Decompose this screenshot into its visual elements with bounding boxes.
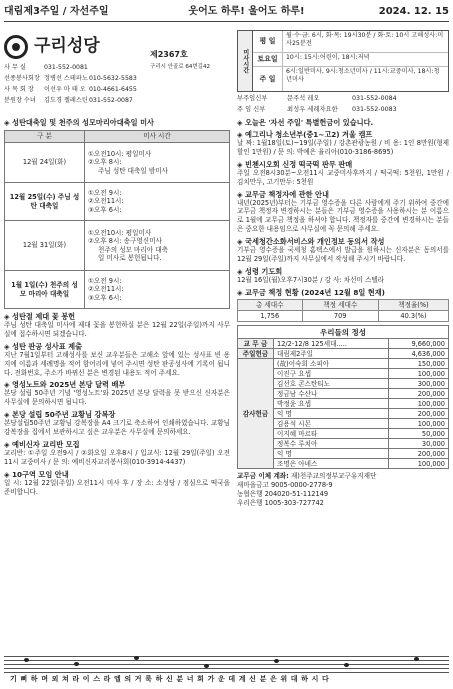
staff-row: 사 목 회 장 이선우 마 태 오 010-4661-6455	[4, 86, 137, 93]
offering-row: 김선호 콘스탄티노 300,000	[238, 379, 449, 389]
schedule-row: 1월 1일(수) 천주의 성모 마리아 대축일 ①오전 9시: ②오전11시: ③오후 6시:	[5, 271, 230, 309]
offering-row: 박정윤 요셉 100,000	[238, 399, 449, 409]
offering-row: 정복수 루치아 30,000	[238, 439, 449, 449]
music-note	[414, 657, 419, 661]
offering-row: 조명은 아녜스 100,000	[238, 459, 449, 469]
contact-row: 주 임 신부 최성우 세례자요한 031-552-0083	[237, 106, 397, 113]
christmas-mass-schedule	[4, 130, 230, 309]
staff-lines	[4, 656, 449, 672]
account-line: 농협은행 204020-51-112149	[237, 490, 329, 499]
hymn-lyric: 기 뻐 하 며 외 쳐 라 이 스 라 엘 의 거 룩 하 신 분 너 희 가 운 데 계 신 분 은 위 대 하 시 다	[10, 675, 330, 683]
staff-row: 분원장 수녀 김도경 젤레스틴 031-552-0087	[4, 97, 133, 104]
notice-calendar: ◈ 영성노트와 2025년 본당 달력 배부 본당 설립 50주년 기념 '영성노트'와 2025년 본당 달력을 못 받으신 신자분은 사무실에 문의하시면 됩니다.	[4, 380, 230, 407]
parish-name: 구리성당	[34, 36, 100, 57]
offering-row: 이지혜 마르타 50,000	[238, 429, 449, 439]
staff-row: 선종봉사회장 정병선 스테파노 010-5632-5583	[4, 75, 137, 82]
mass-row-sunday: 주 일 6시:일반미사, 9시:청소년미사 / 11시:교중미사, 18시:청년미사	[253, 67, 448, 91]
music-staff	[4, 652, 449, 686]
schedule-row: 12월 31일(화) ①오전10시: 평일미사 ②오후 8시: 송구영신미사 천주의 성모 마리아 대축 일 미사로 봉헌됩니다.	[5, 221, 230, 271]
offering-summary-row: 주일헌금 대림제2주일 4,636,000	[238, 349, 449, 359]
notice-youth-camp: ◈ 예그리나 청소년부(중1~고2) 겨울 캠프 날 짜: 1월18일(토)~19일(주일) / 강촌관광농원 / 비 용: 1인 8만원(형제할인 1만원) / 문 의: 박예은 율리아(010-3186-8695)	[237, 130, 449, 156]
offerings-title: 우리들의 정성	[238, 326, 449, 339]
offering-row: 익 명 200,000	[238, 409, 449, 419]
notice-district-meeting: ◈ 10구역 모임 안내 일 시: 12월 22일(주일) 오전11시 미사 후 / 장 소: 소성당 / 점심으로 떡국을 준비합니다.	[4, 469, 230, 496]
tithe-status-table: 총 세대수 책정 세대수 책정율(%) 1,756 709 40.3(%)	[237, 299, 449, 322]
parish-emblem-icon	[4, 35, 28, 59]
account-line: 새마을금고 9005-0000-2778-9	[237, 481, 333, 490]
issue-date: 2024. 12. 15	[378, 6, 449, 18]
account-title: 교무금 이체 계좌:	[237, 472, 289, 481]
account-info	[237, 472, 449, 508]
music-note	[274, 659, 279, 663]
notice-papal-blessing: ◈ 본당 설립 50주년 교황님 강복장 본당설립50주년 교황님 강복장을 A4 크기로 축소하여 인쇄하였습니다. 교황님 강복장을 집에서 보관하시고 싶은 교우분은 사무실에 문의하세요.	[4, 410, 230, 437]
offering-summary-row: 교 무 금 12/2-12/8 125세대..... 9,660,000	[238, 339, 449, 349]
liturgical-day: 대림제3주일 / 자선주일	[4, 6, 109, 18]
music-note	[74, 662, 79, 666]
staff-row: 사 무 실 031-552-0081	[4, 64, 88, 71]
notice-charity-sunday: ◈ 오늘은 '자선 주일' 특별헌금이 있습니다.	[237, 118, 374, 127]
motto: 웃어도 하루! 울어도 하루!	[188, 6, 305, 18]
offering-row: 김용석 시몬 100,000	[238, 419, 449, 429]
notice-tithe-registrant: ◈ 교무금 책정자에 관한 안내 내년(2025년)부터는 기부금 영수증을 다른 사람에게 주기 위하여 중간에 교무금 책정자 변경하시는 분들은 기부금 영수증을 사용하시는 분 이름으로 1월에 교무금 책정을 하셔야 합니다. 책정자를 중간에 변경하시는 분들은 중요한 내용임으로 사무실에 꼭 문의해 주세요.	[237, 189, 449, 234]
schedule-title: ◈ 성탄대축일 및 천주의 성모마리아대축일 미사	[4, 118, 154, 127]
bulletin-header	[4, 4, 449, 22]
offering-row: 감사헌금 (故)이숙희 소피아 150,000	[238, 359, 449, 369]
priest-contacts	[237, 95, 449, 117]
mass-times-box	[237, 30, 449, 92]
offering-row: 정금남 수산나 200,000	[238, 389, 449, 399]
music-note	[344, 663, 349, 667]
notice-rice-cake-sale: ◈ 빈첸시오회 신정 떡국떡 판무 판매 주일 오전8시30분~오전11시 교중미사후까지 / 떡국떡: 5천원, 1만원 / 김치만두, 고기만두: 5천원	[237, 159, 449, 186]
schedule-head-time: 미사 시간	[85, 131, 230, 143]
parish-logo	[4, 30, 159, 64]
left-column	[4, 115, 230, 497]
notice-prayer-meeting: ◈ 성령 기도회 12월 16일(월)오후7시30분 / 강 사: 차선미 스텔라	[237, 266, 385, 284]
mass-row-saturday: 토요일 10시: 15시:어린이, 18시:저녁	[253, 53, 448, 67]
music-note	[134, 656, 139, 660]
schedule-head-day: 구 분	[5, 131, 85, 143]
offerings-table	[237, 325, 449, 469]
account-line: 우리은행 1005-303-727742	[237, 498, 324, 507]
right-column	[237, 115, 449, 508]
mass-times-label: 미사시간	[238, 31, 253, 91]
schedule-row: 12월 25일(수) 주님 성탄 대축일 ①오전 9시: ②오전11시: ③오후 6시:	[5, 183, 230, 221]
music-note	[24, 658, 29, 662]
account-owner: 재)천주교의정부교구유지재단	[290, 472, 377, 481]
notice-altar-flowers: ◈ 성탄절 제대 꽃 봉헌 주님 성탄 대축일 미사에 제대 꽃을 봉헌하실 분은 12월 22일(주일)까지 사무실에 접수하시면 되겠습니다.	[4, 312, 230, 338]
contact-row: 부주임신부 문주석 레오 031-552-0084	[237, 95, 397, 102]
parish-address: 구리시 안골로 64번길42	[150, 64, 210, 70]
notice-catechumen: ◈ 예비신자 교리반 모집 교리반: ①주일 오전9시 / ②화요일 오후8시 / 입교식: 12월 29일(주일) 오전11시 교중미사 / 문 의: 예비신자교리봉사회(010-3914-4437)	[4, 440, 230, 466]
mass-row-weekday: 평 일 월·수·금: 6시, 화·목: 19시30분 / 화·토: 10시 고해성사:미사25분전	[253, 31, 448, 53]
offering-row: 익 명 200,000	[238, 449, 449, 459]
notice-confession-card: ◈ 성탄 판공 성사표 제출 지난 7월1일부터 고해성사를 보신 교우분들은 고해소 앞에 있는 성사표 빈 용지에 이름과 세례명을 적어 함어리에 넣어 주시면 성탄 판공성사에 기록이 됩니다. 전화번호, 주소가 바뀌신 분은 변경된 내용도 적어 주세요.	[4, 341, 230, 377]
tithe-status-title: ◈ 교무금 책정 현황 (2024년 12월 8일 현재)	[237, 287, 385, 297]
music-note	[204, 664, 209, 668]
issue-number: 제2367호	[150, 50, 188, 59]
staff-list	[4, 64, 229, 108]
notice-tax-consent: ◈ 국세청간소화서비스와 개인정보 동의서 작성 기부금 영수증을 국세청 홈택스에서 발급을 원하시는 신자분은 동의서를 12월 29일(주일)까지 사무실에서 작성해 주시기 바랍니다.	[237, 237, 449, 264]
offering-row: 이진구 요셉 100,000	[238, 369, 449, 379]
schedule-row: 12월 24일(화) ①오전10시: 평일미사 ②오후 8시: 주님 성탄 대축일 밤미사	[5, 143, 230, 183]
